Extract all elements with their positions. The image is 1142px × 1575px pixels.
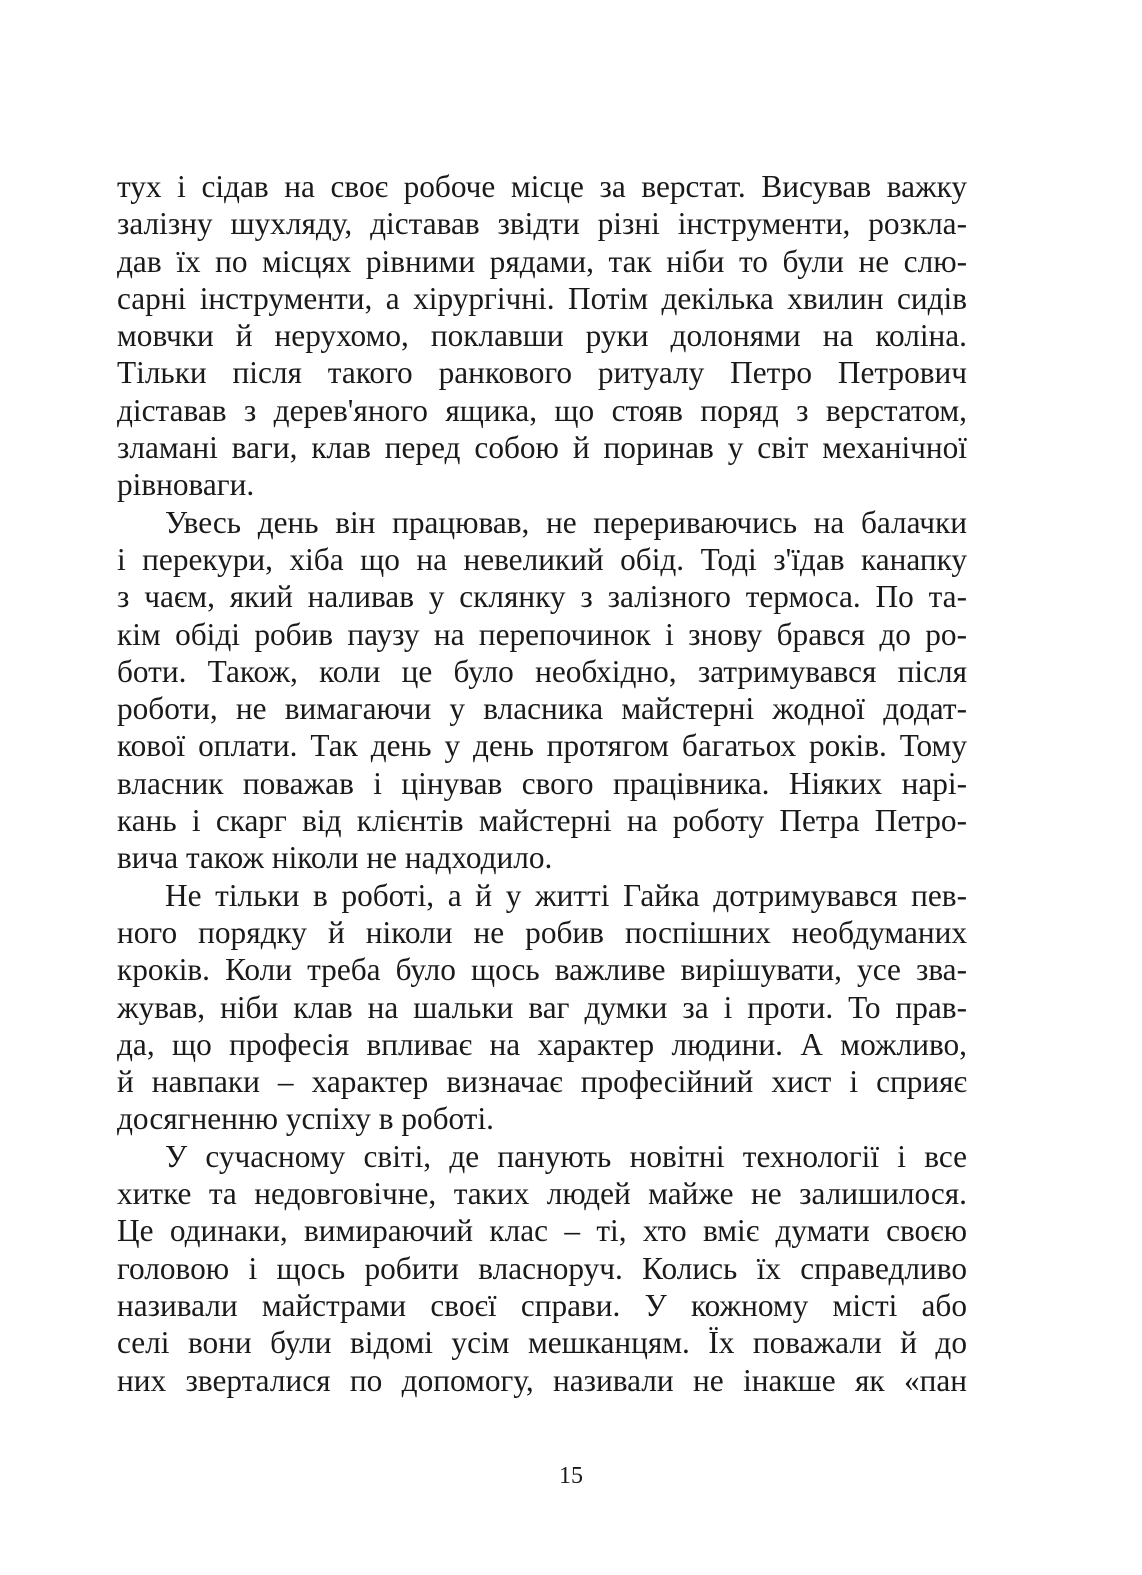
text-line: вича також ніколи не надходило. — [117, 840, 553, 876]
text-line: кім обіді робив паузу на перепочинок і знову брався до ро- — [117, 616, 967, 652]
text-line: рівноваги. — [117, 467, 255, 503]
page-number: 15 — [559, 1463, 583, 1489]
text-line: головою і щось робити власноруч. Колись їх справедливо — [117, 1250, 967, 1286]
text-line: боти. Також, коли це було необхідно, затримувався після — [117, 653, 967, 689]
text-line: них зверталися по допомогу, називали не інакше як «пан — [117, 1362, 967, 1398]
text-line: хитке та недовговічне, таких людей майже не залишилося. — [117, 1176, 967, 1212]
text-line: кової оплати. Так день у день протягом багатьох років. Тому — [117, 728, 967, 764]
text-line: залізну шухляду, діставав звідти різні інструменти, розкла- — [117, 206, 967, 242]
text-line: Увесь день він працював, не перериваючись на балачки — [165, 504, 967, 540]
text-line: У сучасному світі, де панують новітні технології і все — [165, 1138, 967, 1174]
text-line: і перекури, хіба що на невеликий обід. Тоді з'їдав канапку — [117, 541, 967, 577]
body-text — [117, 168, 967, 1399]
text-line: називали майстрами своєї справи. У кожному місті або — [117, 1287, 967, 1323]
text-line: Тільки після такого ранкового ритуалу Петро Петрович — [117, 355, 967, 391]
text-line: кроків. Коли треба було щось важливе вирішувати, усе зва- — [117, 952, 967, 988]
text-line: з чаєм, який наливав у склянку з залізного термоса. По та- — [117, 579, 967, 615]
text-line: тух і сідав на своє робоче місце за верстат. Висував важку — [117, 169, 967, 204]
text-line: Не тільки в роботі, а й у житті Гайка дотримувався пев- — [165, 877, 967, 913]
text-line: роботи, не вимагаючи у власника майстерні жодної додат- — [117, 691, 967, 727]
text-line: зламані ваги, клав перед собою й поринав у світ механічної — [117, 430, 967, 466]
text-line: мовчки й нерухомо, поклавши руки долонями на коліна. — [117, 318, 967, 354]
text-line: кань і скарг від клієнтів майстерні на роботу Петра Петро- — [117, 803, 967, 839]
text-line: діставав з дерев'яного ящика, що стояв поряд з верстатом, — [117, 392, 967, 428]
text-line: селі вони були відомі усім мешканцям. Їх поважали й до — [117, 1325, 967, 1361]
text-line: досягненню успіху в роботі. — [117, 1101, 494, 1137]
text-line: жував, ніби клав на шальки ваг думки за і проти. То прав- — [117, 989, 967, 1025]
text-line: дав їх по місцях рівними рядами, так ніби то були не слю- — [117, 243, 967, 279]
text-line: да, що професія впливає на характер людини. А можливо, — [117, 1026, 967, 1062]
text-line: й навпаки – характер визначає професійний хист і сприяє — [117, 1064, 967, 1100]
text-line: ного порядку й ніколи не робив поспішних необдуманих — [117, 914, 967, 950]
text-line: сарні інструменти, а хірургічні. Потім декілька хвилин сидів — [117, 280, 967, 316]
text-line: власник поважав і цінував свого працівника. Ніяких нарі- — [117, 765, 967, 801]
text-line: Це одинаки, вимираючий клас – ті, хто вміє думати своєю — [117, 1213, 967, 1249]
